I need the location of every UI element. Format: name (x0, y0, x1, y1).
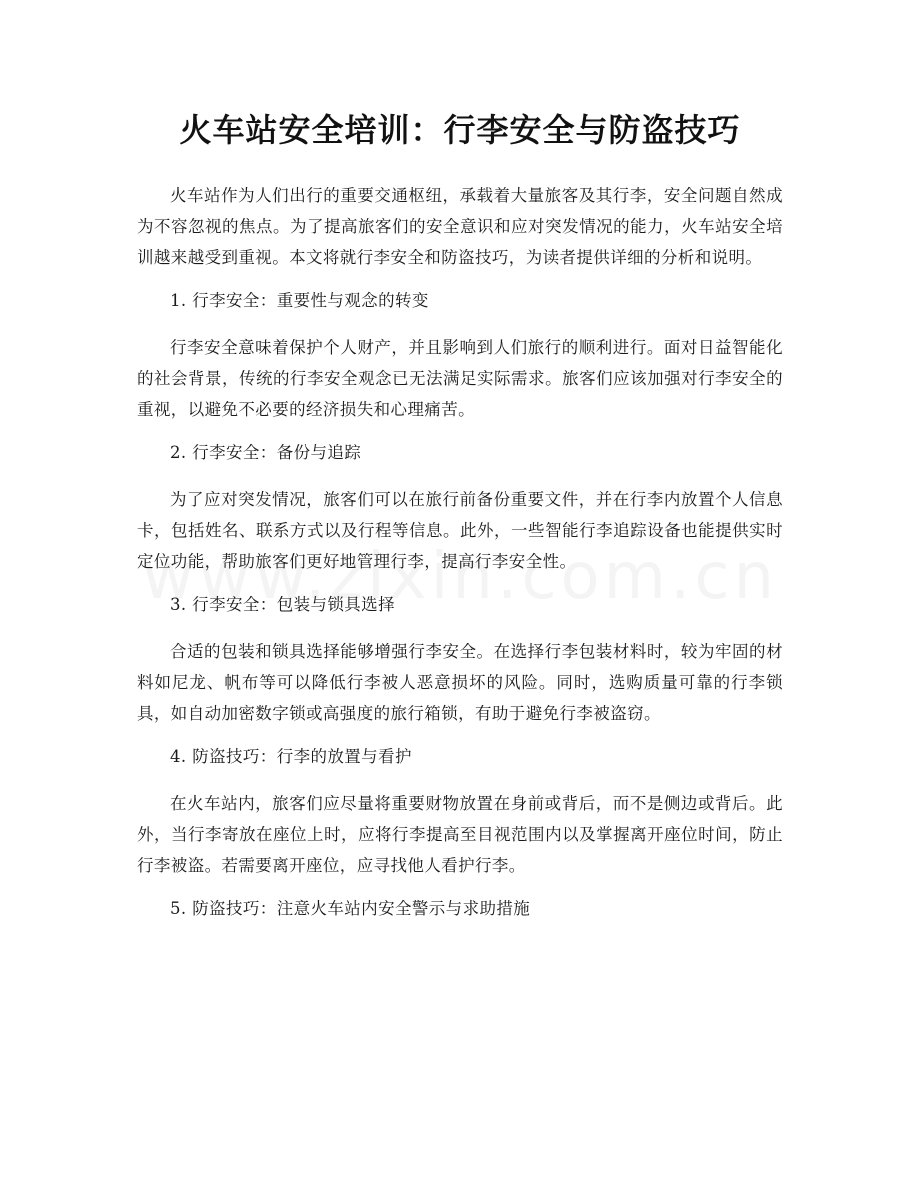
section-heading-2: 2. 行李安全：备份与追踪 (170, 443, 362, 462)
document-body (137, 180, 783, 924)
section-heading-1: 1. 行李安全：重要性与观念的转变 (170, 291, 429, 310)
section-body-1: 行李安全意味着保护个人财产，并且影响到人们旅行的顺利进行。面对日益智能化的社会背景，传统的行李安全观念已无法满足实际需求。旅客们应该加强对行李安全的重视，以避免不必要的经济损失和心理痛苦。 (137, 338, 783, 419)
section-body-2: 为了应对突发情况，旅客们可以在旅行前备份重要文件，并在行李内放置个人信息卡，包括姓名、联系方式以及行程等信息。此外，一些智能行李追踪设备也能提供实时定位功能，帮助旅客们更好地管理行李，提高行李安全性。 (137, 490, 783, 571)
document-title: 火车站安全培训：行李安全与防盗技巧 (179, 111, 741, 149)
intro-paragraph: 火车站作为人们出行的重要交通枢纽，承载着大量旅客及其行李，安全问题自然成为不容忽视的焦点。为了提高旅客们的安全意识和应对突发情况的能力，火车站安全培训越来越受到重视。本文将就行李安全和防盗技巧，为读者提供详细的分析和说明。 (137, 186, 783, 267)
section-heading-3: 3. 行李安全：包装与锁具选择 (170, 595, 395, 614)
section-heading-5: 5. 防盗技巧：注意火车站内安全警示与求助措施 (170, 899, 531, 918)
section-heading-4: 4. 防盗技巧：行李的放置与看护 (170, 747, 412, 766)
section-body-3: 合适的包装和锁具选择能够增强行李安全。在选择行李包装材料时，较为牢固的材料如尼龙、帆布等可以降低行李被人恶意损坏的风险。同时，选购质量可靠的行李锁具，如自动加密数字锁或高强度的旅行箱锁，有助于避免行李被盗窃。 (137, 642, 783, 723)
section-body-4: 在火车站内，旅客们应尽量将重要财物放置在身前或背后，而不是侧边或背后。此外，当行李寄放在座位上时，应将行李提高至目视范围内以及掌握离开座位时间，防止行李被盗。若需要离开座位，应寻找他人看护行李。 (137, 794, 783, 875)
